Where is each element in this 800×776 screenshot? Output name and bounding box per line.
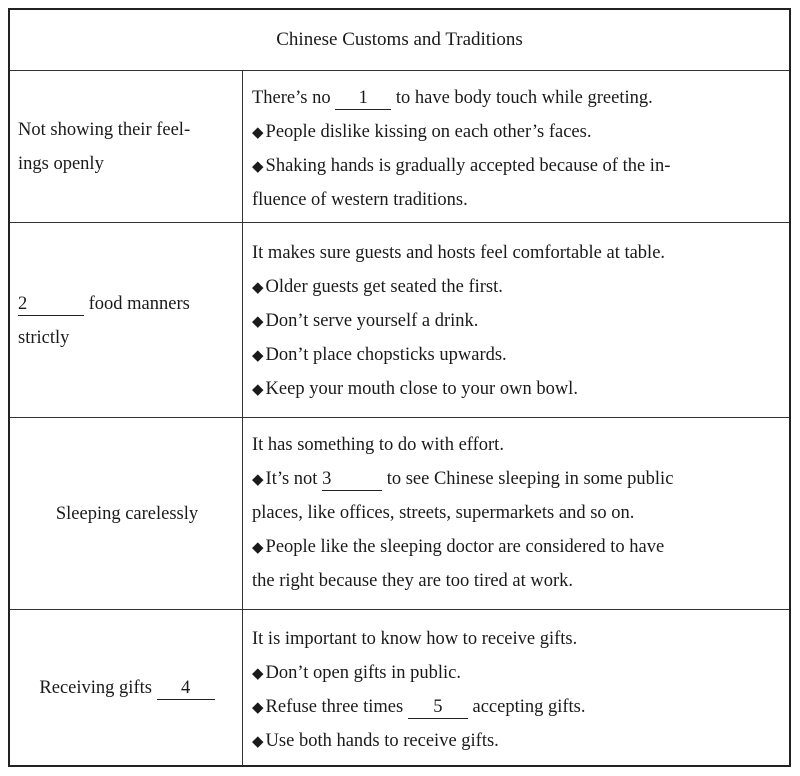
row-heading (10, 610, 242, 766)
table-row (10, 417, 789, 610)
detail-line: ◆ Refuse three times 5 accepting gifts. (252, 697, 586, 717)
blank-2[interactable]: 2 (18, 293, 84, 316)
row-heading-text: ings openly (18, 154, 104, 174)
table-title: Chinese Customs and Traditions (276, 29, 523, 50)
table-row (10, 609, 789, 766)
detail-line: It is important to know how to receive gifts. (252, 629, 578, 649)
diamond-bullet-icon: ◆ (252, 278, 264, 296)
detail-line: ◆ Older guests get seated the first. (252, 277, 503, 297)
table-row (10, 222, 789, 418)
row-details (244, 428, 789, 598)
diamond-bullet-icon: ◆ (252, 732, 264, 750)
row-heading-text: Not showing their feel- (18, 120, 191, 140)
detail-line: places, like offices, streets, supermarkets and so on. (252, 503, 635, 523)
diamond-bullet-icon: ◆ (252, 157, 264, 175)
detail-line: ◆ People like the sleeping doctor are considered to have (252, 537, 665, 557)
row-heading-text: Receiving gifts (39, 678, 157, 698)
detail-line: ◆ Use both hands to receive gifts. (252, 731, 499, 751)
row-details (244, 81, 789, 217)
diamond-bullet-icon: ◆ (252, 380, 264, 398)
detail-line: ◆ Don’t serve yourself a drink. (252, 311, 479, 331)
row-heading-text: strictly (18, 327, 70, 348)
row-details (244, 236, 789, 406)
row-details (244, 622, 789, 758)
detail-line: It has something to do with effort. (252, 435, 504, 455)
diamond-bullet-icon: ◆ (252, 312, 264, 330)
detail-line: ◆ Shaking hands is gradually accepted because of the in- (252, 156, 671, 176)
row-heading (10, 223, 242, 418)
diamond-bullet-icon: ◆ (252, 664, 264, 682)
row-heading-text: Sleeping carelessly (55, 504, 199, 524)
column-divider (242, 610, 243, 766)
column-divider (242, 71, 243, 223)
row-heading (10, 418, 242, 610)
blank-1[interactable]: 1 (335, 87, 391, 110)
detail-line: It makes sure guests and hosts feel comfortable at table. (252, 243, 666, 263)
row-heading-text: food manners (84, 293, 190, 314)
diamond-bullet-icon: ◆ (252, 346, 264, 364)
customs-table (8, 8, 791, 767)
detail-line: ◆ Don’t open gifts in public. (252, 663, 461, 683)
detail-line: ◆ It’s not 3 to see Chinese sleeping in some public (252, 469, 674, 489)
detail-line: There’s no 1 to have body touch while greeting. (252, 88, 653, 108)
column-divider (242, 418, 243, 610)
blank-4[interactable]: 4 (157, 677, 215, 700)
table-row (10, 70, 789, 223)
detail-line: the right because they are too tired at work. (252, 571, 574, 591)
detail-line: ◆ Don’t place chopsticks upwards. (252, 345, 507, 365)
diamond-bullet-icon: ◆ (252, 698, 264, 716)
diamond-bullet-icon: ◆ (252, 123, 264, 141)
blank-3[interactable]: 3 (322, 468, 382, 491)
diamond-bullet-icon: ◆ (252, 538, 264, 556)
blank-5[interactable]: 5 (408, 696, 468, 719)
detail-line: ◆ Keep your mouth close to your own bowl. (252, 379, 578, 399)
row-heading (10, 71, 242, 223)
diamond-bullet-icon: ◆ (252, 470, 264, 488)
detail-line: ◆ People dislike kissing on each other’s faces. (252, 122, 592, 142)
detail-line: fluence of western traditions. (252, 190, 468, 210)
column-divider (242, 223, 243, 418)
